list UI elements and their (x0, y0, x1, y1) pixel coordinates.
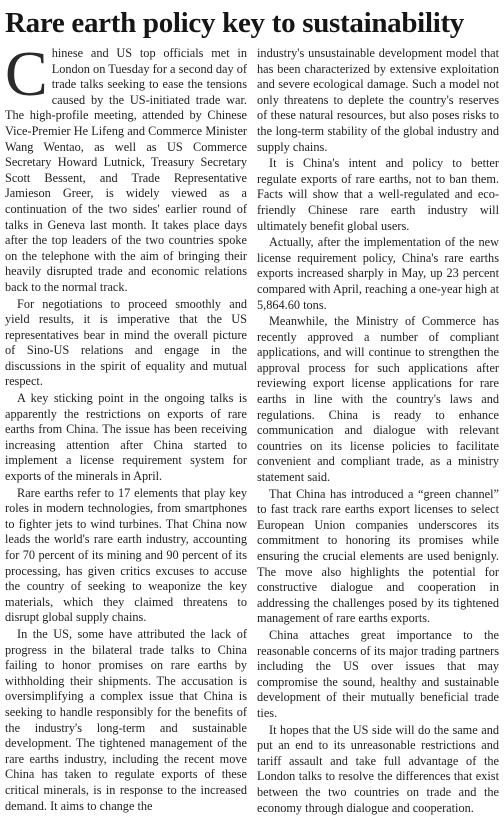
paragraph: Rare earths refer to 17 elements that play key roles in modern technologies, from smartphones to fighter jets to wind turbines. That China now leads the world's rare earth industry, accounting for 70 percent of its mining and 90 percent of its processing, has given critics excuses to accuse the country of seeking to weaponize the key materials, which they claimed threatens to disrupt global supply chains. (5, 485, 247, 625)
paragraph: For negotiations to proceed smoothly and yield results, it is imperative that the US representatives bear in mind the overall picture of Sino-US relations and engage in the discussions in the spirit of equality and mutual respect. (5, 296, 247, 389)
right-column (257, 46, 499, 816)
left-column (5, 38, 247, 816)
paragraph: In the US, some have attributed the lack of progress in the bilateral trade talks to China failing to honor promises on rare earths by withholding their shipments. The accusation is oversimplifying a complex issue that China is seeking to handle responsibly for the benefits of the industry's long-term and sustainable development. The tightened management of the rare earths industry, including the recent move China has taken to regulate exports of these critical minerals, is in response to the increased demand. It aims to change the (5, 626, 247, 813)
drop-cap: C (5, 38, 48, 109)
paragraph-continued: industry's unsustainable development model that has been characterized by extensive exploitation and severe ecological damage. Such a model not only threatens to deplete the country's reserves of these natural resources, but also poses risks to the long-term stability of the global industry and supply chains. (257, 46, 499, 154)
article-columns (5, 38, 499, 816)
paragraph: It is China's intent and policy to better regulate exports of rare earths, not to ban them. Facts will show that a well-regulated and eco-friendly Chinese rare earth industry will ultimately benefit global users. (257, 156, 499, 233)
paragraph: It hopes that the US side will do the same and put an end to its unreasonable restrictions and tariff assault and take full advantage of the London talks to resolve the differences that exist between the two countries on trade and the economy through dialogue and cooperation. (257, 722, 499, 815)
paragraph: That China has introduced a “green channel” to fast track rare earths export licenses to select European Union companies underscores its commitment to honoring its promises while ensuring the crucial elements are used benignly. The move also highlights the potential for constructive dialogue and cooperation in addressing the challenges posed by its tightened management of rare earths exports. (257, 486, 499, 626)
paragraph: A key sticking point in the ongoing talks is apparently the restrictions on exports of rare earths from China. The issue has been receiving increasing attention after China started to implement a license requirement system for exports of the minerals in April. (5, 391, 247, 484)
headline: Rare earth policy key to sustainability (5, 7, 465, 39)
paragraph: China attaches great importance to the reasonable concerns of its major trading partners including the US over issues that may compromise the sound, healthy and sustainable development of their mutually beneficial trade ties. (257, 627, 499, 720)
paragraph: Actually, after the implementation of the new license requirement policy, China's rare earths exports increased sharply in May, up 23 percent compared with April, reaching a one-year high at 5,864.60 tons. (257, 235, 499, 312)
paragraph: Meanwhile, the Ministry of Commerce has recently approved a number of compliant applications, and will continue to strengthen the approval process for such applications after reviewing export license applications for rare earths in line with the country's laws and regulations. China is ready to enhance communication and dialogue with relevant countries on its license policies to facilitate convenient and compliant trade, as a ministry statement said. (257, 314, 499, 485)
paragraph-lead-text: hinese and US top officials met in London on Tuesday for a second day of trade talks seeking to ease the tensions caused by the US-initiated trade war. The high-profile meeting, attended by Chinese Vice-Premier He Lifeng and Commerce Minister Wang Wentao, as well as US Commerce Secretary Howard Lutnick, Treasury Secretary Scott Bessent, and Trade Representative Jamieson Greer, is widely viewed as a continuation of the two sides' earlier round of talks in Geneva last month. It takes place days after the top leaders of the two countries spoke on the telephone with the aim of bringing their heavily disrupted trade and economic relations back to the normal track. (5, 46, 247, 294)
paragraph-lead (5, 38, 247, 296)
